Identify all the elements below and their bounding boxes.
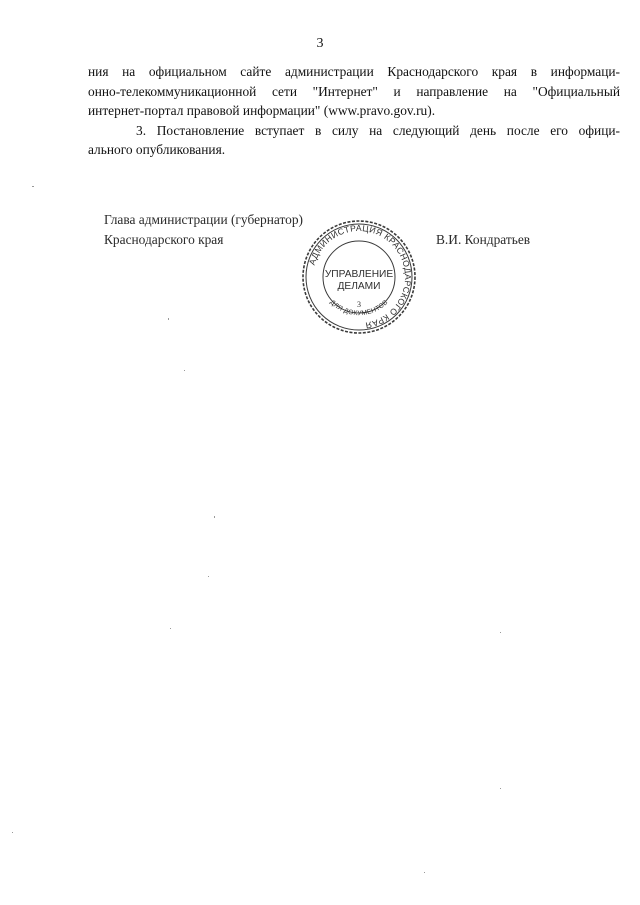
signatory-position: [104, 210, 303, 250]
text-line: онно-телекоммуникационной сети "Интернет" и направление на "Официальный: [88, 83, 620, 99]
stamp-bottom-text: ДЛЯ ДОКУМЕНТОВ: [328, 298, 390, 318]
paragraph-publication: [88, 62, 620, 121]
scan-speck: [500, 788, 501, 789]
scan-speck: [32, 186, 34, 187]
scan-speck: [500, 632, 501, 633]
text-line: ния на официальном сайте администрации Краснодарского края в информаци-: [88, 64, 620, 79]
scan-speck: [208, 576, 209, 577]
stamp-number: 3: [357, 300, 361, 309]
scan-speck: [170, 628, 171, 629]
stamp-outer-text: АДМИНИСТРАЦИЯ КРАСНОДАРСКОГО КРАЯ: [306, 222, 414, 331]
paragraph-effective-date: [88, 121, 620, 160]
signatory-position-line: Глава администрации (губернатор): [104, 212, 304, 227]
signatory-position-line: Краснодарского края: [104, 232, 224, 247]
signatory-name: В.И. Кондратьев: [436, 232, 531, 247]
scan-speck: [12, 832, 13, 833]
stamp-center-title: УПРАВЛЕНИЕ: [324, 269, 394, 280]
scan-speck: [424, 872, 425, 873]
official-seal-stamp: [300, 218, 418, 336]
scan-speck: [168, 318, 169, 320]
scan-speck: [214, 516, 215, 518]
text-line: ального опубликования.: [88, 142, 226, 157]
body-text: [88, 62, 620, 160]
page-number: 3: [316, 36, 324, 51]
stamp-center-subtitle: ДЕЛАМИ: [337, 281, 381, 292]
text-line: интернет-портал правовой информации" (www.pravo.gov.ru).: [88, 103, 436, 118]
scan-speck: [184, 370, 185, 371]
text-line: 3. Постановление вступает в силу на следующий день после его офици-: [136, 122, 620, 138]
